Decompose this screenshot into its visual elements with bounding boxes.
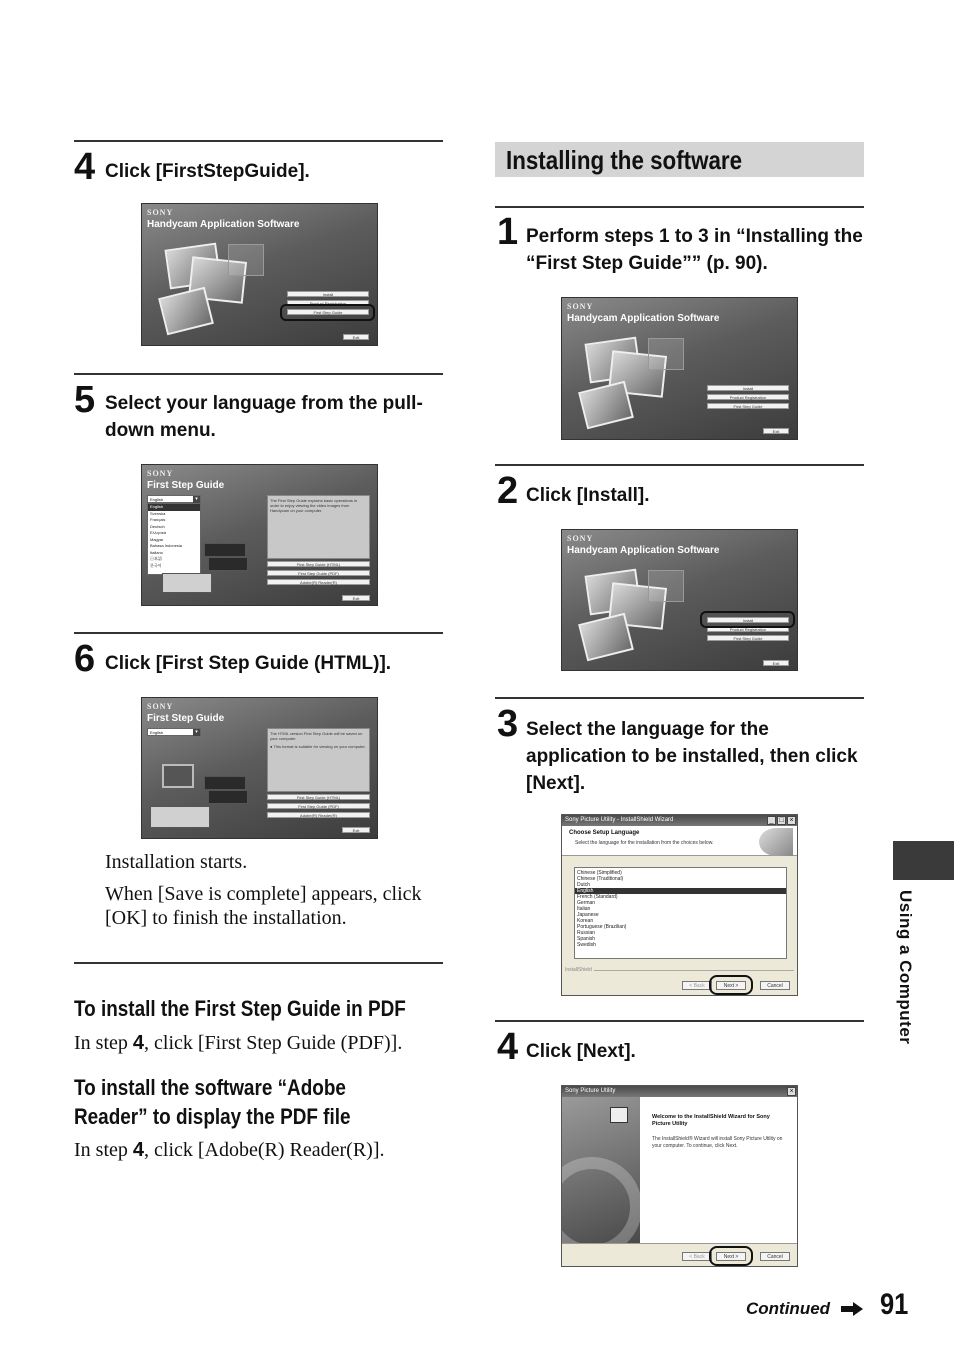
list-item[interactable]: Spanish [577,936,596,942]
sony-logo: SONY [567,534,594,543]
install-button[interactable]: Install [707,617,789,623]
step-number: 6 [74,638,96,680]
step-instruction: Click [FirstStepGuide]. [105,161,310,182]
exit-button[interactable]: Exit [343,334,369,340]
list-item[interactable]: Italiano [150,549,163,555]
divider [495,206,864,208]
step-instruction: Click [First Step Guide (HTML)]. [105,653,392,674]
back-button[interactable]: < Back [682,1252,712,1261]
divider [495,697,864,699]
cancel-button[interactable]: Cancel [760,981,790,990]
step-number: 3 [497,703,519,745]
book-graphic [150,806,210,828]
list-item[interactable]: English [148,504,200,511]
step-ref: 4 [132,1139,145,1161]
step-instruction: Perform steps 1 to 3 in “Installing the “First Step Guide”” (p. 90). [526,226,863,274]
step-instruction: Select the language for the application to be installed, then click [Next]. [526,719,858,794]
screen-title: First Step Guide [147,713,225,724]
step-instruction: Select your language from the pull-down menu. [105,393,423,441]
highlight-ring [700,611,795,628]
wizard-header [562,826,798,856]
language-list[interactable] [147,503,201,575]
exit-button[interactable]: Exit [763,428,789,434]
photo-thumbnail [578,613,634,661]
text-fragment: , click [Adobe(R) Reader(R)]. [144,1139,385,1161]
next-button[interactable]: Next > [716,1252,746,1261]
installation-starts-text: Installation starts. [105,851,248,873]
arrow-right-icon [840,1301,864,1317]
list-item[interactable]: Français [150,517,166,522]
dropdown-value: English [150,730,164,735]
chevron-down-icon[interactable]: ▾ [193,729,200,736]
list-item[interactable]: English [575,888,786,894]
screenshot-welcome-wizard [561,1085,798,1267]
description-panel [267,728,370,792]
divider [495,464,864,466]
step-number: 4 [497,1026,519,1068]
continued-text: Continued [746,1299,831,1318]
calendar-graphic [228,244,264,276]
list-item[interactable]: Italian [577,906,591,912]
installer-icon [610,1107,628,1123]
maximize-icon[interactable]: □ [777,816,786,825]
fsg-html-button[interactable]: First Step Guide (HTML) [267,794,370,800]
wizard-subheading: Select the language for the installation from the choices below. [575,840,714,846]
cancel-button[interactable]: Cancel [760,1252,790,1261]
pdf-heading: To install the First Step Guide in PDF [74,996,406,1021]
save-complete-text: When [Save is complete] appears, click [OK] to finish the installation. [105,883,422,929]
divider [74,962,443,964]
book-graphic [204,776,246,790]
adobe-heading-line2: Reader” to display the PDF file [74,1104,351,1129]
list-item[interactable]: French (Standard) [577,894,618,900]
wizard-side-graphic [562,1097,640,1243]
list-item[interactable]: Magyar [150,536,164,542]
close-icon[interactable]: × [787,816,796,825]
wizard-heading: Choose Setup Language [569,830,640,836]
monitor-graphic [162,764,194,788]
language-dropdown[interactable] [147,495,201,503]
text-fragment: , click [First Step Guide (PDF)]. [144,1032,403,1054]
text-fragment: In step [74,1139,133,1161]
step-instruction: Click [Next]. [526,1041,636,1062]
highlight-ring [709,1246,753,1266]
list-item[interactable]: 日本語 [150,556,162,561]
page-number: 91 [880,1288,909,1321]
screenshot-handycam-menu [141,203,378,346]
welcome-body: The InstallShield® Wizard will install Sony Picture Utility on your computer. To continue, click Next. [652,1136,783,1149]
calendar-graphic [648,570,684,602]
fsg-pdf-button[interactable]: First Step Guide (PDF) [267,803,370,809]
step-instruction: Click [Install]. [526,485,650,506]
chevron-down-icon[interactable]: ▾ [193,496,200,503]
fsg-pdf-button[interactable]: First Step Guide (PDF) [267,570,370,576]
next-button[interactable]: Next > [716,981,746,990]
adobe-instruction [74,1138,444,1162]
list-item[interactable]: Korean [577,918,594,924]
chapter-tab [893,890,923,1050]
adobe-reader-button[interactable]: Adobe(R) Reader(R) [267,579,370,585]
first-step-guide-button[interactable]: First Step Guide [707,635,789,641]
section-title: Installing the software [506,145,743,175]
step-number: 2 [497,470,519,512]
screen-title: Handycam Application Software [567,313,720,324]
list-item[interactable]: Swedish [577,942,596,948]
exit-button[interactable]: Exit [763,660,789,666]
adobe-reader-button[interactable]: Adobe(R) Reader(R) [267,812,370,818]
step-number: 1 [497,211,519,253]
divider [495,1020,864,1022]
screenshot-first-step-guide-html [141,697,378,839]
screenshot-handycam-install [561,529,798,671]
chapter-label: Using a Computer [896,890,915,1045]
list-item[interactable]: Ελληνικά [150,530,167,535]
install-button[interactable]: Install [707,385,789,391]
first-step-guide-button[interactable]: First Step Guide [707,403,789,409]
screen-title: Handycam Application Software [147,219,300,230]
sony-logo: SONY [147,208,174,217]
product-registration-button[interactable]: Product Registration [287,300,369,306]
back-button[interactable]: < Back [682,981,712,990]
divider [74,373,443,375]
book-graphic [204,543,246,557]
product-registration-button[interactable]: Product Registration [707,626,789,632]
calendar-graphic [648,338,684,370]
adobe-heading-line1: To install the software “Adobe [74,1075,346,1100]
section-title-bar [495,142,864,177]
separator [594,970,794,971]
dropdown-value: English [150,497,164,502]
first-step-guide-button[interactable]: First Step Guide [287,309,369,315]
list-item[interactable]: 한국어 [150,562,162,568]
list-item[interactable]: Dutch [577,882,591,888]
highlight-ring [280,304,375,321]
sony-logo: SONY [567,302,594,311]
list-item[interactable]: Bahasa Indonesia [150,543,183,548]
description-panel: The First Step Guide explains basic operations in order to enjoy viewing the video images from Handycam on your computer. [267,495,370,559]
installshield-label: InstallShield [565,967,592,973]
sony-logo: SONY [147,469,174,478]
exit-button[interactable]: Exit [342,595,370,601]
screenshot-handycam-menu [561,297,798,440]
step-ref: 4 [132,1032,145,1054]
photo-thumbnail [158,287,214,335]
divider [74,632,443,634]
window-title: Sony Picture Utility [562,1086,797,1097]
chapter-tab-marker [893,841,954,880]
welcome-heading: Welcome to the InstallShield Wizard for Sony Picture Utility [652,1114,770,1127]
text-fragment: In step [74,1032,133,1054]
step-number: 4 [74,146,96,188]
book-graphic [208,557,248,571]
list-item[interactable]: Svenska [150,510,166,516]
pdf-instruction [74,1031,444,1055]
list-item[interactable]: Portuguese (Brazilian) [577,924,627,930]
list-item[interactable]: German [577,900,596,906]
minimize-icon[interactable]: _ [767,816,776,825]
screenshot-first-step-guide-language [141,464,378,606]
screen-title: Handycam Application Software [567,545,720,556]
photo-thumbnail [578,381,634,429]
screenshot-setup-language-wizard [561,814,798,996]
list-item[interactable]: Chinese (Traditional) [577,876,624,882]
panel-text: The HTML version First Step Guide will be saved on your computer. [270,731,363,741]
list-item[interactable]: Japanese [577,912,599,918]
wizard-graphic [759,828,793,856]
divider [74,140,443,142]
product-registration-button[interactable]: Product Registration [707,394,789,400]
screen-title: First Step Guide [147,480,225,491]
book-graphic [162,573,212,593]
list-item[interactable]: Russian [577,930,596,936]
language-dropdown[interactable] [147,728,201,736]
continued-label [746,1299,830,1319]
fsg-html-button[interactable]: First Step Guide (HTML) [267,561,370,567]
book-graphic [208,790,248,804]
panel-note: ● This format is suitable for viewing on your computer. [270,744,366,749]
step-number: 5 [74,379,96,421]
highlight-ring [709,975,753,995]
list-item[interactable]: Deutsch [150,523,165,529]
sony-logo: SONY [147,702,174,711]
list-item[interactable]: Chinese (Simplified) [577,870,622,876]
close-icon[interactable]: × [787,1087,796,1096]
language-listbox[interactable] [574,867,787,959]
window-title: Sony Picture Utility - InstallShield Wizard [562,815,797,826]
swoosh-graphic [561,1157,642,1257]
install-button[interactable]: Install [287,291,369,297]
exit-button[interactable]: Exit [342,827,370,833]
